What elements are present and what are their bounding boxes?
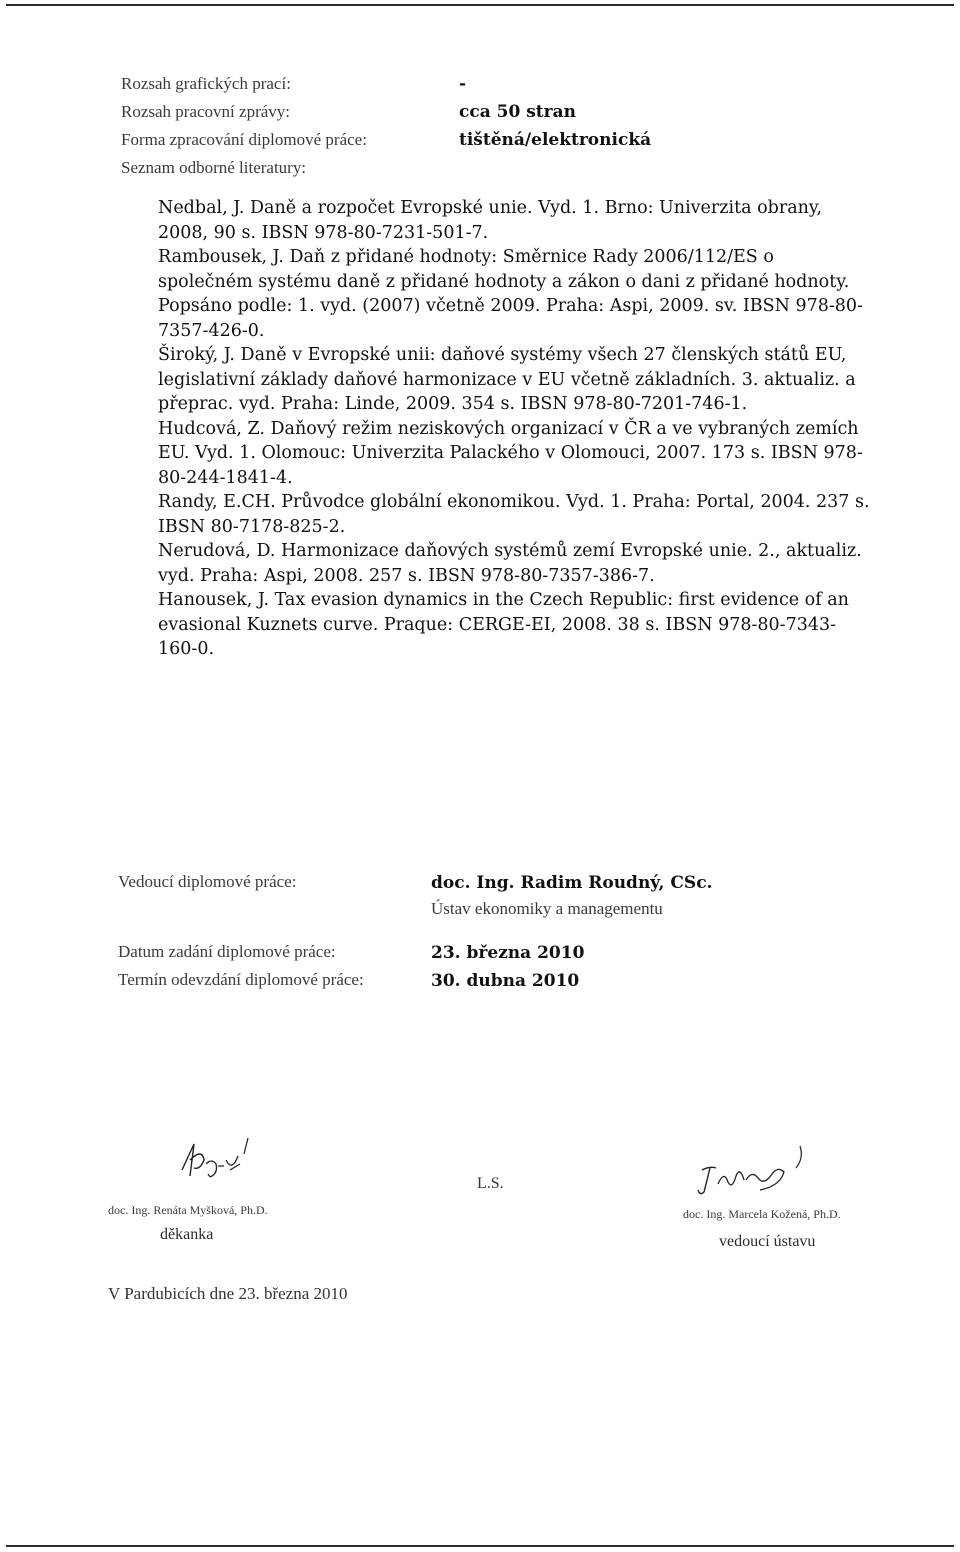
reference-list [158,196,870,662]
reference-item: Hudcová, Z. Daňový režim neziskových organizací v ČR a ve vybraných zemích EU. Vyd. 1. Olomouc: Univerzita Palackého v Olomouci, 2007. 173 s. IBSN 978-80-244-1841-4. [158,418,863,488]
head-of-department-role: vedoucí ústavu [719,1233,816,1250]
place-and-date: V Pardubicích dne 23. března 2010 [108,1284,348,1303]
info-row-literature [121,154,881,182]
info-row-graphics [121,70,881,98]
submission-date-label: Termín odevzdání diplomové práce: [118,970,364,989]
submission-date-value: 30. dubna 2010 [431,971,580,991]
bottom-border-line [6,1545,954,1547]
report-scope-value: cca 50 stran [459,102,576,122]
top-border-line [6,4,954,6]
reference-item: Hanousek, J. Tax evasion dynamics in the Czech Republic: first evidence of an evasional Kuznets curve. Praque: CERGE-EI, 2008. 38 s. IBSN 978-80-7343-160-0. [158,590,849,659]
reference-item: Široký, J. Daně v Evropské unii: daňové systémy všech 27 členských států EU, legislativní základy daňové harmonizace v EU včetně základních. 3. aktualiz. a přeprac. vyd. Praha: Linde, 2009. 354 s. IBSN 978-80-7201-746-1. [158,345,856,414]
head-of-department-name: doc. Ing. Marcela Kožená, Ph.D. [683,1207,841,1221]
graphics-scope-label: Rozsah grafických prací: [121,74,291,93]
reference-item: Nedbal, J. Daně a rozpočet Evropské unie. Vyd. 1. Brno: Univerzita obrany, 2008, 90 s. IBSN 978-80-7231-501-7. [158,198,823,243]
reference-item: Randy, E.CH. Průvodce globální ekonomikou. Vyd. 1. Praha: Portal, 2004. 237 s. IBSN 80-7178-825-2. [158,492,870,537]
head-of-department-signature [680,1140,820,1200]
info-row-report [121,98,881,126]
thesis-form-label: Forma zpracování diplomové práce: [121,130,367,149]
supervisor-department: Ústav ekonomiky a managementu [431,899,663,918]
assignment-date-label: Datum zadání diplomové práce: [118,942,336,961]
dean-role: děkanka [160,1226,214,1243]
assignment-date-value: 23. března 2010 [431,943,585,963]
literature-list-label: Seznam odborné literatury: [121,158,307,177]
reference-item: Rambousek, J. Daň z přidané hodnoty: Směrnice Rady 2006/112/ES o společném systému daně z přidané hodnoty a zákon o dani z přidané hodnoty. Popsáno podle: 1. vyd. (2007) včetně 2009. Praha: Aspi, 2009. sv. IBSN 978-80-7357-426-0. [158,247,863,341]
reference-item: Nerudová, D. Harmonizace daňových systémů zemí Evropské unie. 2., aktualiz. vyd. Praha: Aspi, 2008. 257 s. IBSN 978-80-7357-386-7. [158,541,862,586]
dean-name: doc. Ing. Renáta Myšková, Ph.D. [108,1203,268,1217]
thesis-form-value: tištěná/elektronická [459,130,652,150]
seal-mark: L.S. [477,1175,504,1192]
thesis-info-block [121,70,881,182]
supervisor-label: Vedoucí diplomové práce: [118,872,297,891]
supervisor-name: doc. Ing. Radim Roudný, CSc. [431,873,713,893]
dean-signature [160,1130,280,1190]
graphics-scope-value: - [459,74,467,94]
info-row-form [121,126,881,154]
report-scope-label: Rozsah pracovní zprávy: [121,102,290,121]
